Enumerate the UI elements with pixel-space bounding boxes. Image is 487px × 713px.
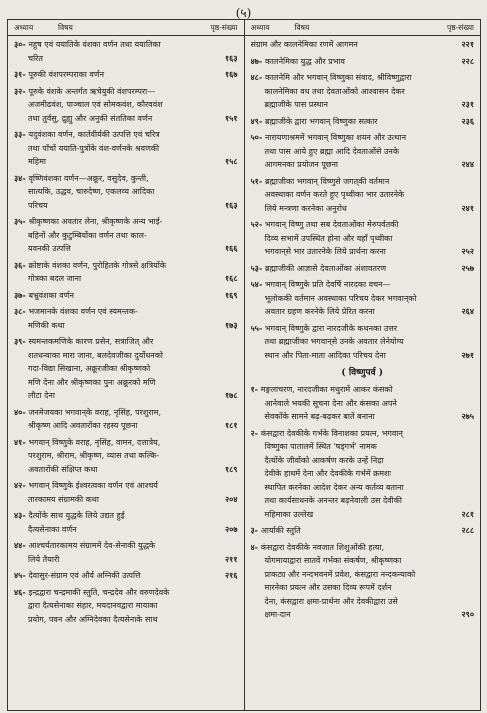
- entry-page-number: १७८: [223, 389, 237, 403]
- entry-text: देना, कंसद्वारा क्षमा-प्रार्थना और देवकीद्वारा उसे: [264, 596, 398, 606]
- left-entries: [8, 36, 244, 626]
- entry-line: [14, 586, 238, 600]
- entry-line: [14, 38, 238, 52]
- entry-text: भगवान् विष्णुके वराह, नृसिंह, वामन, दत्तात्रेय,: [28, 437, 161, 447]
- entry-line: [14, 406, 238, 420]
- toc-entry: [14, 215, 238, 256]
- entry-text: तथा तुर्वसु, द्रुह्यु और अनुकी संततिका वर्णन: [28, 113, 153, 123]
- entry-text: आगमनका प्रयोजन पूछना: [264, 160, 339, 169]
- entry-number: ५०-: [250, 132, 265, 142]
- entry-text: गदा-विद्या सिखाना, अक्रूरजीका श्रीकृष्णको: [28, 364, 151, 373]
- entry-line: [14, 259, 238, 273]
- entry-text: आनेवाले भयकी सूचना देना और कंसका अपने: [264, 398, 397, 408]
- entry-text: नारायणाश्रममें भगवान् विष्णुका शयन और उत्थान: [264, 133, 407, 142]
- entry-line: [251, 322, 475, 336]
- entry-line: [251, 85, 475, 99]
- entry-line: [251, 262, 475, 276]
- entry-number: ३४-: [14, 172, 29, 183]
- entry-text: भगवान् विष्णुके द्वारा नारदजीके कथनका उत्तर: [264, 323, 398, 333]
- entry-text: सात्यकि, उद्धव, चारुदेष्ण, एकलव्य आदिका: [28, 187, 155, 196]
- entry-page-number: १५१: [223, 112, 237, 126]
- entry-text: लौटा देना: [28, 391, 55, 400]
- toc-entry: [251, 55, 475, 69]
- entry-line: [251, 467, 475, 481]
- entry-page-number: १५८: [223, 155, 237, 169]
- toc-entry: [14, 259, 238, 286]
- entry-line: [251, 508, 475, 522]
- entry-page-number: २५२: [460, 245, 474, 259]
- header-chapter: अध्याय: [250, 23, 270, 32]
- entry-line: [251, 278, 475, 292]
- entry-text: चरित: [28, 53, 43, 63]
- entry-line: [14, 272, 238, 286]
- entry-number: ४-: [250, 541, 261, 552]
- entry-line: [251, 218, 475, 232]
- entry-line: [251, 581, 475, 595]
- left-column: [8, 20, 245, 710]
- entry-line: [251, 349, 475, 363]
- entry-page-number: २६४: [460, 305, 474, 319]
- entry-page-number: १६६: [223, 242, 237, 256]
- toc-entry: [251, 427, 475, 522]
- entry-number: ५३-: [250, 262, 265, 273]
- entry-page-number: १८१: [223, 419, 237, 433]
- entry-text: नहुष एवं ययातिके वंशका वर्णन तथा ययातिका: [28, 40, 161, 49]
- entry-page-number: २४४: [460, 158, 474, 172]
- entry-page-number: २११: [223, 553, 237, 567]
- entry-page-number: १६७: [223, 68, 237, 82]
- entry-page-number: २०४: [223, 493, 237, 507]
- entry-line: [251, 335, 475, 349]
- entry-line: [14, 493, 238, 507]
- entry-number: ३३-: [14, 129, 29, 139]
- toc-entry: [251, 278, 475, 319]
- entry-line: [14, 523, 238, 537]
- entry-line: [251, 481, 475, 495]
- entry-line: [251, 115, 475, 129]
- entry-page-number: २२१: [460, 38, 474, 52]
- entry-number: ५५-: [250, 322, 265, 333]
- entry-text: स्थापित करनेका आदेश देकर अन्य कर्तव्य बताना: [264, 482, 404, 492]
- entry-line: [14, 569, 238, 583]
- entry-line: [14, 463, 238, 477]
- entry-page-number: २३१: [460, 98, 474, 112]
- toc-entry: [14, 406, 238, 433]
- entry-line: [14, 199, 238, 213]
- entry-text: ब्रह्माजीके पास प्रस्थान: [264, 100, 328, 109]
- entry-text: मणि देना और श्रीकृष्णका पुनः अक्रूरको मणि: [28, 377, 156, 387]
- entry-number: ३९-: [14, 336, 29, 346]
- entry-line: [14, 509, 238, 523]
- entry-line: [251, 454, 475, 468]
- header-page: पृष्ठ-संख्या: [210, 23, 238, 32]
- entry-line: [14, 305, 238, 319]
- entry-text: शतधन्वाका मारा जाना, बलदेवजीका दुर्योधनको: [28, 350, 163, 360]
- entry-text: दैत्योंके जीवोंको आकर्षण करके उन्हें निद्रा: [264, 455, 384, 465]
- table-header-right: [245, 20, 481, 36]
- entry-text: स्यमन्तकमणिके कारण प्रसेन, सत्राजित् और: [28, 337, 154, 346]
- entry-number: १-: [250, 384, 261, 394]
- toc-entry: [14, 539, 238, 566]
- entry-text: आश्चर्यतारकामय संग्राममें देव-सेनाकी युद्धके: [28, 541, 156, 550]
- entry-page-number: २७१: [460, 349, 474, 363]
- entry-line: [251, 427, 475, 441]
- entry-line: [251, 608, 475, 622]
- header-page: पृष्ठ-संख्या: [447, 23, 474, 32]
- entry-text: द्वारा दैत्यसेनाका संहार, मयदानवद्वारा मायाका: [28, 601, 158, 610]
- entry-number: ४४-: [14, 540, 29, 550]
- entry-line: [251, 245, 475, 259]
- entry-number: ३६-: [14, 259, 29, 270]
- entry-line: [251, 554, 475, 568]
- entry-text: दिव्य सभामें उपस्थित होना और वहाँ पृथ्वीका: [264, 233, 393, 243]
- entry-line: [251, 305, 475, 319]
- entry-number: ४७-: [250, 55, 265, 66]
- entry-number: ४६-: [14, 586, 29, 597]
- entry-number: ३२-: [14, 85, 29, 96]
- right-column: [245, 20, 481, 710]
- toc-entry: [14, 85, 238, 126]
- entry-line: [14, 436, 238, 450]
- entry-number: ५१-: [250, 175, 265, 186]
- toc-entry: [14, 436, 238, 477]
- page-number: (५): [235, 6, 252, 20]
- entry-text: तथा पाँचों ययाति-पुत्रोंके वंश-वर्णनके श्रवणकी: [28, 143, 160, 153]
- entry-line: [251, 232, 475, 246]
- header-chapter: अध्याय: [14, 23, 34, 32]
- entry-line: [14, 68, 238, 82]
- entry-line: [14, 172, 238, 186]
- entry-line: [14, 335, 238, 349]
- entry-number: ४१-: [14, 436, 29, 447]
- entry-text: भगवान् विष्णुके प्रति देवर्षि नारदका वचन—: [264, 280, 391, 289]
- toc-entry: [14, 38, 238, 65]
- entry-text: भगवान्‌से भार उतारनेके लिये प्रार्थना करना: [264, 247, 386, 256]
- table-header-left: [8, 20, 244, 36]
- entry-number: ४०-: [14, 406, 29, 417]
- toc-entry: [251, 71, 475, 112]
- entry-line: [251, 440, 475, 454]
- toc-entry: [251, 524, 475, 538]
- entry-page-number: २४१: [460, 202, 474, 216]
- toc-entry: [251, 175, 475, 216]
- entry-text: ब्रह्माजीके द्वारा भगवान् विष्णुका सत्कार: [264, 116, 378, 126]
- entry-line: [251, 541, 475, 555]
- entry-text: यदुवंशका वर्णन, कार्तवीर्यकी उत्पत्ति एवं चरित्र: [28, 130, 160, 139]
- entry-page-number: २८१: [460, 508, 474, 522]
- entry-text: विष्णुका पातालमें स्थित 'षड्गर्भ' नामक: [264, 442, 377, 451]
- entry-text: कालनेमि और भगवान् विष्णुका संवाद, श्रीविष्णुद्वारा: [264, 73, 412, 82]
- entry-line: [14, 362, 238, 376]
- toc-entry: [251, 115, 475, 129]
- entry-number: ३८-: [14, 306, 29, 316]
- entry-line: [14, 449, 238, 463]
- entry-line: [251, 55, 475, 69]
- entry-page-number: २०७: [223, 523, 237, 537]
- entry-text: क्रोष्टाके वंशका वर्णन, पुरोहितके गोत्रसे क्षत्रियोंके: [28, 260, 166, 270]
- entry-text: श्रीकृष्णका अवतार लेना, श्रीकृष्णके अन्य भाई-: [28, 217, 163, 226]
- entry-text: अवतार ग्रहण करनेके लिये प्रेरित करना: [264, 307, 375, 316]
- entry-text: प्रयोग, पवन और अग्निदेवका दैत्यसेनाके साथ: [28, 614, 158, 624]
- entry-page-number: २२८: [460, 55, 474, 69]
- entry-line: [251, 71, 475, 85]
- entry-number: ५४-: [250, 279, 265, 289]
- entry-text: ब्रह्माजीकी आज्ञासे देवताओंका अंशावतरण: [264, 263, 387, 273]
- toc-entry: [14, 68, 238, 82]
- entry-text: मङ्गलाचरण, नारदजीका मथुरामें आकर कंसको: [260, 385, 393, 394]
- entry-text: दैत्यसेनाका वर्णन: [28, 524, 77, 534]
- entry-text: कंसद्वारा देवकीके नवजात शिशुओंकी हत्या,: [260, 542, 385, 552]
- entry-text: परशुराम, श्रीराम, श्रीकृष्ण, व्यास तथा कल्कि-: [28, 451, 160, 460]
- entry-page-number: २५७: [460, 262, 474, 276]
- entry-line: [251, 98, 475, 112]
- entry-text: वृष्णिवंशका वर्णन—अक्रूर, वसुदेव, कुन्ती,: [28, 173, 149, 183]
- entry-line: [14, 319, 238, 333]
- entry-text: आर्याकी स्तुति: [260, 526, 301, 535]
- entry-page-number: २७५: [460, 410, 474, 424]
- entry-line: [14, 349, 238, 363]
- entry-line: [14, 185, 238, 199]
- entry-page-number: २१६: [223, 569, 237, 583]
- entry-page-number: २९०: [460, 608, 474, 622]
- entry-text: भगवान् विष्णु तथा सब देवताओंका मेरुपर्वतकी: [264, 220, 399, 229]
- toc-entry: [14, 335, 238, 403]
- entry-text: यवनकी उत्पत्ति: [28, 244, 71, 253]
- toc-entry: [14, 479, 238, 506]
- entry-line: [251, 595, 475, 609]
- entry-text: बहिनों और कुटुम्बियोंका वर्णन तथा काल-: [28, 230, 147, 240]
- entry-text: सेवकोंके सामने बढ़-बढ़कर बातें बनाना: [264, 412, 375, 421]
- toc-entry: [251, 262, 475, 276]
- header-subject: विषय: [294, 23, 310, 32]
- contents-table: [7, 19, 481, 711]
- entry-number: ३०-: [14, 39, 29, 49]
- entry-line: [251, 410, 475, 424]
- toc-entry: [251, 322, 475, 363]
- entry-line: [14, 98, 238, 112]
- entry-text: तथा पास आये हुए ब्रह्मा आदि देवताओंसे उनके: [264, 146, 399, 156]
- entry-number: ४९-: [250, 115, 265, 126]
- entry-line: [251, 188, 475, 202]
- entry-text: तथा ब्रह्माजीका भगवान्‌से उनके अवतार लेनेयोग्य: [264, 337, 404, 346]
- entry-text: तथा कार्यसाधनके अनन्तर बढ़नेवाली उस देवीकी: [264, 496, 402, 505]
- entry-text: क्षमा-दान: [264, 610, 291, 619]
- entry-number: ३५-: [14, 216, 29, 226]
- toc-entry: [251, 383, 475, 424]
- entry-line: [14, 128, 238, 142]
- entry-line: [251, 145, 475, 159]
- entry-page-number: १६३: [223, 199, 237, 213]
- entry-text: योगमायाद्वारा सातवें गर्भका संकर्षण, श्रीकृष्णका: [264, 556, 402, 565]
- toc-entry: [251, 541, 475, 622]
- entry-text: पूरुके वंशके अन्तर्गत ऋचेयुकी वंशपरम्परा—: [28, 86, 156, 96]
- toc-entry: [251, 218, 475, 259]
- entry-line: [251, 175, 475, 189]
- entry-line: [251, 158, 475, 172]
- entry-text: महिमा: [28, 157, 46, 166]
- entry-page-number: १६९: [223, 289, 237, 303]
- toc-entry: [14, 305, 238, 332]
- toc-entry: [14, 509, 238, 536]
- entry-text: भूलोककी वर्तमान अवस्थाका परिचय देकर भगवान्‌को: [264, 293, 417, 303]
- entry-text: स्थान और पिता-माता आदिका परिचय देना: [264, 350, 386, 360]
- entry-page-number: १६८: [223, 272, 237, 286]
- entry-page-number: १८९: [223, 463, 237, 477]
- entry-line: [14, 389, 238, 403]
- entry-text: कंसद्वारा देवकीके गर्भके विनाशका प्रयत्न, भगवान्: [260, 428, 403, 438]
- entry-line: [14, 599, 238, 613]
- entry-page-number: २८८: [460, 524, 474, 538]
- entry-number: ४५-: [14, 570, 29, 580]
- entry-line: [14, 242, 238, 256]
- entry-line: [14, 539, 238, 553]
- entry-line: [251, 202, 475, 216]
- entry-line: [14, 155, 238, 169]
- entry-line: [251, 383, 475, 397]
- entry-text: बभ्रुवंशका वर्णन: [28, 290, 74, 300]
- toc-entry: [14, 586, 238, 627]
- entry-text: भगवान् विष्णुके ईश्वरत्वका वर्णन एवं आश्चर्य: [28, 481, 158, 490]
- entry-text: कालनेमिका वध तथा देवताओंको आश्वासन देकर: [264, 86, 405, 96]
- entry-line: [251, 38, 475, 52]
- entry-text: संग्राम और कालनेमिका रणमें आगमन: [250, 40, 358, 49]
- entry-line: [14, 112, 238, 126]
- entry-line: [14, 289, 238, 303]
- entry-text: अजमीढवंश, पाञ्चाल एवं सोमकवंश, कौरववंश: [28, 100, 163, 109]
- entry-number: ५२-: [250, 219, 265, 229]
- right-entries: [245, 36, 481, 362]
- entry-page-number: २३६: [460, 115, 474, 129]
- entry-text: ब्रह्माजीका भगवान् विष्णुसे जगत्‌की वर्तमान: [264, 176, 390, 186]
- entry-number: ४२-: [14, 480, 29, 490]
- entry-line: [251, 131, 475, 145]
- entry-page-number: १७३: [223, 319, 237, 333]
- toc-entry: [14, 289, 238, 303]
- entry-line: [14, 52, 238, 66]
- entry-text: अवस्थाका वर्णन करते हुए पृथ्वीका भार उतारनेके: [264, 190, 405, 199]
- toc-entry: [14, 569, 238, 583]
- entry-text: पूरुकी वंशपरम्पराका वर्णन: [28, 70, 105, 79]
- toc-entry: [251, 38, 475, 52]
- entry-text: कालनेमिका युद्ध और प्रभाव: [264, 56, 345, 66]
- entry-line: [14, 479, 238, 493]
- section-title: ( विष्णुपर्व ): [341, 368, 384, 378]
- entry-line: [14, 142, 238, 156]
- entry-text: अवतारोंकी संक्षिप्त कथा: [28, 464, 98, 474]
- entry-line: [14, 553, 238, 567]
- entry-line: [251, 568, 475, 582]
- entry-text: जनमेजयका भगवान्‌के वराह, नृसिंह, परशुराम,: [28, 407, 162, 417]
- toc-entry: [14, 128, 238, 169]
- entry-number: ३-: [250, 525, 261, 535]
- entry-line: [251, 524, 475, 538]
- entry-text: इन्द्रद्वारा चन्द्रमाकी स्तुति, चन्द्रदेव और वरुणदेवके: [28, 587, 170, 597]
- entry-number: २-: [250, 427, 261, 438]
- entry-number: ४८-: [250, 72, 265, 82]
- entry-text: दैत्योंके साथ युद्धके लिये उद्यत हुई: [28, 511, 125, 520]
- entry-line: [251, 494, 475, 508]
- entry-number: ३७-: [14, 289, 29, 300]
- entry-line: [14, 419, 238, 433]
- entry-number: ४३-: [14, 510, 29, 520]
- entry-text: मारनेका प्रयत्न और उसका दिव्य रूपमें दर्शन: [264, 583, 392, 592]
- toc-entry: [14, 172, 238, 213]
- entry-text: लिये तैयारी: [28, 554, 60, 564]
- entry-text: प्राकट्य और नन्दभवनमें प्रवेश, कंसद्वारा नन्दकन्याको: [264, 569, 416, 579]
- entry-text: मणिकी कथा: [28, 320, 65, 330]
- entry-line: [14, 229, 238, 243]
- entry-text: देवासुर-संग्राम एवं और्व अग्निकी उत्पत्ति: [28, 571, 141, 580]
- entry-page-number: १६३: [223, 52, 237, 66]
- entry-number: ३१-: [14, 69, 29, 79]
- header-subject: विषय: [58, 23, 73, 32]
- entry-text: तारकामय संग्रामकी कथा: [28, 494, 99, 504]
- entry-line: [14, 376, 238, 390]
- entry-text: परिचय: [28, 200, 48, 210]
- entry-text: श्रीकृष्ण आदि अवतारोंका रहस्य पूछना: [28, 421, 138, 430]
- entry-line: [251, 397, 475, 411]
- entry-text: भजमानके वंशका वर्णन एवं स्यमन्तक-: [28, 307, 138, 316]
- entry-line: [14, 215, 238, 229]
- entry-text: गोत्रका बदल जाना: [28, 274, 82, 283]
- toc-entry: [251, 131, 475, 172]
- right-entries-2: [245, 381, 481, 622]
- entry-line: [14, 613, 238, 627]
- entry-line: [251, 292, 475, 306]
- entry-text: महिमाका उल्लेख: [264, 509, 314, 519]
- entry-text: लिये मन्त्रणा करनेका अनुरोध: [264, 203, 347, 213]
- entry-line: [14, 85, 238, 99]
- entry-text: देवीके हाथमें देना और देवकीके गर्भमें क्रमशः: [264, 469, 392, 478]
